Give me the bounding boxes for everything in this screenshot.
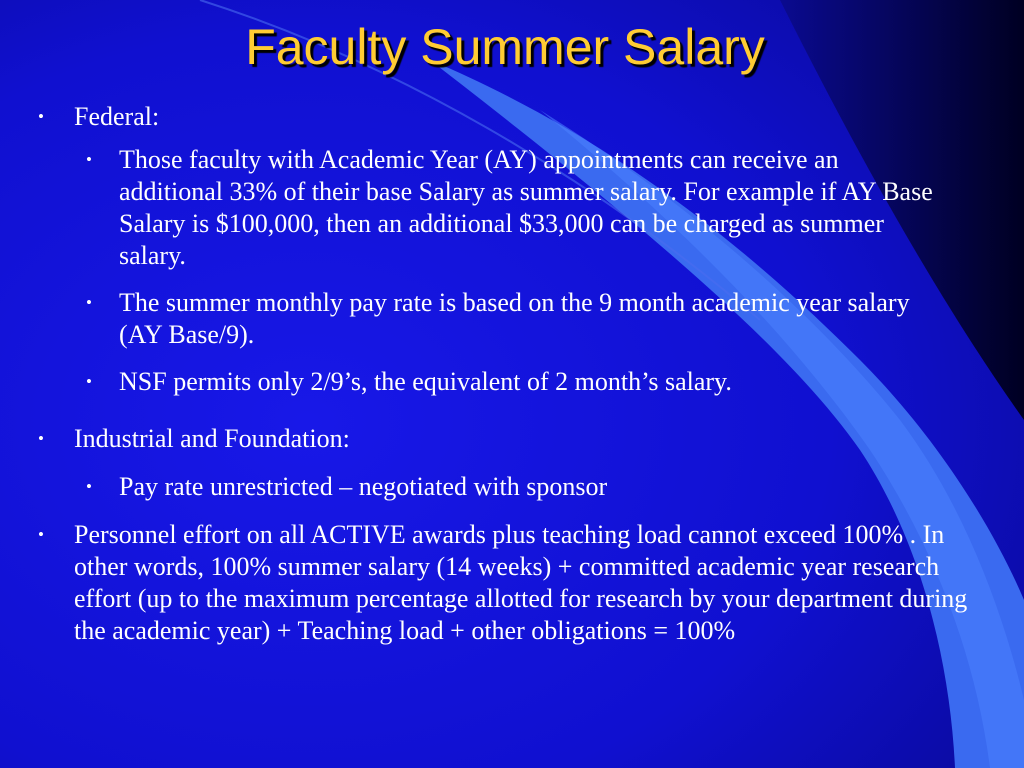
sub-bullet-nsf xyxy=(86,366,949,398)
bullet-text: The summer monthly pay rate is based on the 9 month academic year salary (AY Base/9). xyxy=(119,288,910,349)
bullet-industrial-foundation xyxy=(38,423,989,455)
bullet-personnel-effort xyxy=(38,519,989,647)
bullet-federal xyxy=(38,101,989,133)
bullet-dot: • xyxy=(38,429,44,448)
bullet-dot: • xyxy=(38,107,44,126)
slide-title: Faculty Summer Salary xyxy=(245,19,765,75)
bullet-text: Those faculty with Academic Year (AY) appointments can receive an additional 33% of their base Salary as summer salary. For example if AY Base Salary is $100,000, then an additional $33,000 can be charged as summer salary. xyxy=(119,145,933,270)
bullet-dot: • xyxy=(86,293,92,312)
sub-bullet-ay-appointments xyxy=(86,144,949,272)
bullet-text: NSF permits only 2/9’s, the equivalent of 2 month’s salary. xyxy=(119,367,732,396)
sub-bullet-monthly-pay-rate xyxy=(86,287,949,351)
bullet-text: Pay rate unrestricted – negotiated with sponsor xyxy=(119,472,608,501)
bullet-dot: • xyxy=(86,150,92,169)
bullet-dot: • xyxy=(86,372,92,391)
bullet-dot: • xyxy=(86,477,92,496)
bullet-text: Industrial and Foundation: xyxy=(74,424,350,453)
bullet-text: Personnel effort on all ACTIVE awards plus teaching load cannot exceed 100% . In other words, 100% summer salary (14 weeks) + committed academic year research effort (up to the maximum percentage allotted for research by your department during the academic year) + Teaching load + other obligations = 100% xyxy=(74,520,968,645)
bullet-text: Federal: xyxy=(74,102,160,131)
bullet-dot: • xyxy=(38,525,44,544)
sub-bullet-pay-rate xyxy=(86,471,949,503)
